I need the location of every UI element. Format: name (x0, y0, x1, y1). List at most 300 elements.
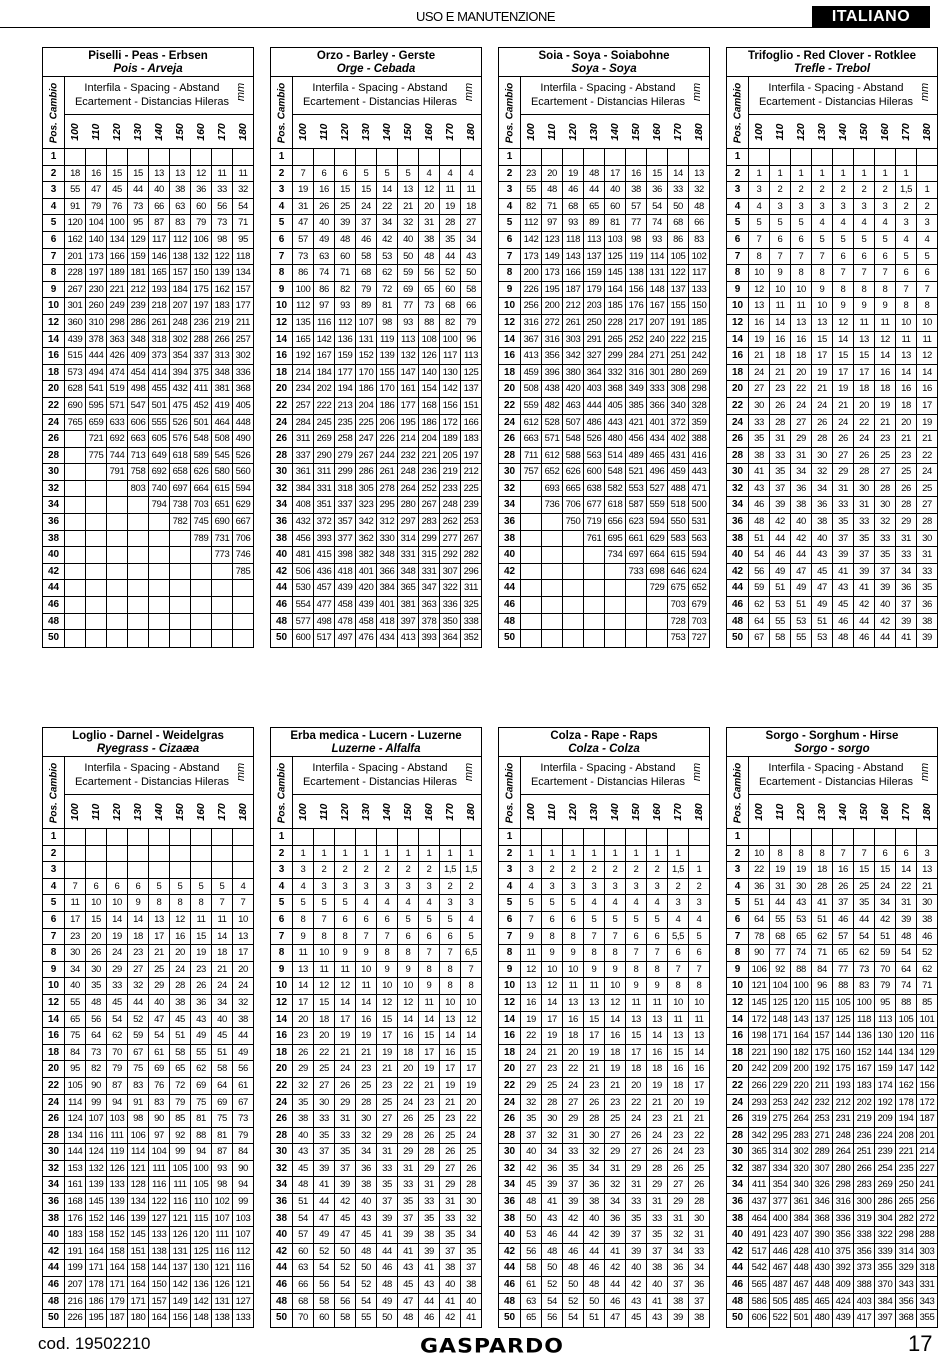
seed-rate-cell: 11 (238, 167, 248, 179)
seed-rate-cell: 192 (812, 1061, 833, 1077)
seed-rate-cell (584, 580, 605, 596)
seed-rate-cell: 4 (605, 895, 626, 911)
seed-rate-cell: 6 (875, 846, 896, 862)
table-row (727, 630, 937, 647)
seed-rate-cell (584, 149, 605, 165)
seed-rate-cell: 4 (377, 895, 398, 911)
seed-rate-cell: 46 (833, 912, 854, 928)
seed-rate-cell: 177 (235, 300, 251, 312)
seed-rate-cell: 78 (749, 929, 770, 945)
seed-rate-cell: 20 (293, 1012, 314, 1028)
seed-rate-cell (170, 597, 191, 613)
seed-rate-cell: 43 (293, 1144, 314, 1160)
seed-rate-cell: 31 (896, 531, 917, 547)
seed-rate-cell: 66 (466, 300, 476, 312)
crop-name: Colza - Rape - Raps (550, 730, 658, 742)
gear-position: 34 (43, 497, 65, 513)
seed-rate-cell: 62 (854, 945, 875, 961)
seed-rate-cell: 311 (464, 582, 478, 594)
seed-rate-cell (107, 862, 128, 878)
seed-rate-cell: 5 (191, 879, 212, 895)
seed-rate-cell: 95 (238, 233, 248, 245)
seed-rate-cell (542, 829, 563, 845)
seed-rate-cell: 74 (896, 978, 917, 994)
seed-rate-cell (191, 149, 212, 165)
table-row (499, 1244, 709, 1261)
seed-rate-cell: 168 (65, 1194, 86, 1210)
table-row (43, 1194, 253, 1211)
gear-position: 14 (727, 332, 749, 348)
seed-rate-cell: 22 (791, 381, 812, 397)
seed-rate-cell: 27 (749, 381, 770, 397)
gear-position: 1 (499, 149, 521, 165)
seed-rate-cell: 5 (170, 879, 191, 895)
seed-rate-cell: 396 (542, 365, 563, 381)
seed-rate-cell: 565 (749, 1277, 770, 1293)
seed-rate-cell: 23 (128, 945, 149, 961)
seed-rate-cell: 571 (107, 398, 128, 414)
seed-rate-cell: 47 (86, 182, 107, 198)
table-header (727, 77, 937, 149)
seed-rate-cell: 15 (107, 166, 128, 182)
seed-rate-cell (875, 149, 896, 165)
seed-rate-cell: 410 (812, 1244, 833, 1260)
seed-rate-cell: 43 (191, 1012, 212, 1028)
seed-rate-cell: 34 (377, 215, 398, 231)
table-row (271, 564, 481, 581)
seed-rate-cell: 40 (875, 597, 896, 613)
seed-rate-cell: 86 (314, 282, 335, 298)
seed-rate-cell (107, 597, 128, 613)
seed-rate-cell: 21 (875, 415, 896, 431)
seed-rate-cell: 298 (833, 1177, 854, 1193)
gear-position: 3 (499, 182, 521, 198)
seed-rate-cell: 103 (235, 1212, 251, 1224)
gear-position: 34 (43, 1177, 65, 1193)
seed-rate-cell: 94 (191, 1144, 212, 1160)
seed-rate-cell: 3 (770, 199, 791, 215)
seed-rate-cell: 4 (584, 895, 605, 911)
seed-rate-cell: 35 (854, 895, 875, 911)
seed-rate-cell: 401 (647, 415, 668, 431)
seed-rate-cell: 102 (212, 1194, 233, 1210)
seed-rate-cell: 19 (419, 1061, 440, 1077)
seed-rate-cell: 6 (896, 846, 917, 862)
table-row (727, 1128, 937, 1145)
seed-rate-cell: 161 (65, 1177, 86, 1193)
seed-rate-cell: 289 (812, 1144, 833, 1160)
seed-rate-cell: 41 (749, 464, 770, 480)
seed-rate-cell: 19 (770, 862, 791, 878)
seed-rate-cell: 147 (398, 365, 419, 381)
seed-rate-cell: 20 (854, 398, 875, 414)
seed-rate-cell: 50 (563, 1277, 584, 1293)
seed-rate-cell: 14 (356, 995, 377, 1011)
seed-rate-cell: 5 (875, 232, 896, 248)
seed-rate-cell: 125 (770, 995, 791, 1011)
seed-rate-cell: 35 (563, 1161, 584, 1177)
seed-rate-cell: 134 (65, 1128, 86, 1144)
seed-rate-cell (605, 597, 626, 613)
seed-rate-cell (107, 580, 128, 596)
seed-rate-cell: 211 (236, 316, 250, 328)
seed-rate-cell: 53 (521, 1227, 542, 1243)
seed-rate-cell: 1 (563, 846, 584, 862)
seed-rate-cell: 183 (854, 1078, 875, 1094)
table-row (271, 232, 481, 249)
gear-position: 20 (43, 1061, 65, 1077)
seed-rate-cell: 30 (922, 532, 932, 544)
gear-position: 42 (727, 1244, 749, 1260)
seed-rate-cell: 36 (584, 1177, 605, 1193)
seed-rate-cell: 44 (128, 182, 149, 198)
seed-rate-cell: 33 (377, 1161, 398, 1177)
gear-position: 14 (727, 1012, 749, 1028)
seed-rate-cell: 57 (293, 232, 314, 248)
seed-rate-cell: 54 (854, 929, 875, 945)
seed-rate-cell: 12 (833, 315, 854, 331)
seed-rate-cell: 46 (377, 1260, 398, 1276)
table-row (727, 431, 937, 448)
seed-rate-cell: 98 (212, 232, 233, 248)
table-row (499, 1028, 709, 1045)
gear-position: 5 (271, 215, 293, 231)
seed-rate-cell: 121 (749, 978, 770, 994)
seed-rate-cell: 38 (668, 1294, 689, 1310)
seed-rate-cell (563, 829, 584, 845)
gear-position: 4 (499, 879, 521, 895)
seed-rate-cell: 14 (212, 929, 233, 945)
seed-rate-cell: 298 (107, 315, 128, 331)
seed-rate-cell (770, 149, 791, 165)
seed-rate-cell: 116 (86, 1128, 107, 1144)
seed-rate-cell: 392 (833, 1260, 854, 1276)
seed-rate-cell: 219 (854, 1111, 875, 1127)
seed-rate-cell: 11 (419, 995, 440, 1011)
seed-rate-cell: 175 (812, 1045, 833, 1061)
seed-rate-cell: 6 (335, 166, 356, 182)
seed-rate-cell: 36 (922, 599, 932, 611)
seed-rate-cell: 92 (170, 1128, 191, 1144)
unit-label: mm (462, 762, 475, 782)
seed-rate-cell: 71 (542, 199, 563, 215)
spacing-column-header: 110 (546, 123, 559, 140)
seed-rate-cell: 1 (791, 166, 812, 182)
seed-rate-cell: 254 (875, 1161, 896, 1177)
seed-rate-cell: 84 (812, 962, 833, 978)
seed-rate-cell: 71 (238, 217, 248, 229)
seed-rate-cell (191, 862, 212, 878)
table-row (727, 1177, 937, 1194)
seed-rate-cell: 301 (647, 365, 668, 381)
seed-rate-cell: 4 (468, 913, 474, 925)
seed-rate-cell: 105 (833, 995, 854, 1011)
seed-rate-cell: 19 (647, 1078, 668, 1094)
seed-rate-cell: 15 (668, 1045, 689, 1061)
gear-position: 6 (271, 232, 293, 248)
seed-rate-cell: 184 (170, 282, 191, 298)
seed-rate-cell: 6 (128, 879, 149, 895)
seed-rate-cell: 586 (749, 1294, 770, 1310)
seed-rate-cell: 64 (212, 1078, 233, 1094)
gear-position: 2 (727, 166, 749, 182)
seed-rate-cell: 113 (398, 332, 419, 348)
seed-rate-cell: 137 (463, 383, 479, 395)
seed-rate-cell: 166 (107, 249, 128, 265)
seed-rate-cell: 11 (466, 184, 476, 196)
table-row (271, 630, 481, 647)
seed-rate-cell: 380 (563, 365, 584, 381)
seed-rate-cell: 7 (240, 897, 246, 909)
seed-rate-cell: 284 (626, 348, 647, 364)
seed-rate-cell: 202 (854, 1095, 875, 1111)
seed-rate-cell: 42 (521, 1161, 542, 1177)
spacing-column-header: 170 (671, 122, 684, 141)
seed-rate-cell: 251 (854, 1144, 875, 1160)
seed-rate-cell: 794 (149, 497, 170, 513)
seed-rate-cell: 38 (922, 913, 932, 925)
seed-rate-cell: 27 (626, 1144, 647, 1160)
spacing-column-header: 140 (609, 122, 621, 141)
seed-rate-cell: 27 (833, 448, 854, 464)
seed-rate-cell: 28 (854, 464, 875, 480)
seed-rate-cell: 573 (65, 365, 86, 381)
gear-position: 6 (727, 232, 749, 248)
spacing-column-header: 110 (90, 123, 103, 140)
seed-rate-cell: 43 (356, 1211, 377, 1227)
seed-rate-cell: 320 (791, 1161, 812, 1177)
seed-rate-cell: 122 (668, 265, 689, 281)
seed-rate-cell: 122 (149, 1194, 170, 1210)
table-row (727, 1078, 937, 1095)
table-row (43, 1277, 253, 1294)
seed-rate-cell: 152 (854, 1045, 875, 1061)
seed-rate-cell: 42 (791, 531, 812, 547)
seed-rate-cell: 21 (812, 381, 833, 397)
seed-rate-cell: 336 (440, 597, 461, 613)
table-row (271, 1260, 481, 1277)
seed-rate-cell: 299 (419, 531, 440, 547)
spacing-label: Interfila - Spacing - Abstand (768, 762, 904, 774)
seed-rate-cell (65, 531, 86, 547)
seed-rate-cell: 24 (647, 1128, 668, 1144)
seed-rate-cell: 207 (65, 1277, 86, 1293)
seed-rate-cell: 112 (293, 298, 314, 314)
seed-rate-cell (917, 829, 937, 845)
seed-rate-cell (626, 149, 647, 165)
seed-rate-cell: 139 (86, 1177, 107, 1193)
gear-position: 8 (271, 945, 293, 961)
seed-rate-cell: 750 (563, 514, 584, 530)
seed-rate-cell: 28 (170, 978, 191, 994)
seed-rate-cell: 398 (335, 547, 356, 563)
page-number: 17 (908, 1331, 933, 1356)
gear-position: 30 (499, 464, 521, 480)
seed-rate-cell: 40 (149, 182, 170, 198)
seed-rate-cell: 19 (833, 381, 854, 397)
seed-rate-cell: 31 (440, 1194, 461, 1210)
table-row (271, 215, 481, 232)
seed-rate-cell: 29 (563, 1111, 584, 1127)
seed-rate-cell: 39 (896, 614, 917, 630)
table-row (43, 1111, 253, 1128)
seed-rate-cell: 60 (314, 1310, 335, 1327)
gear-position: 4 (43, 879, 65, 895)
seed-rate-cell: 28 (875, 481, 896, 497)
seed-rate-cell: 139 (107, 1194, 128, 1210)
seed-rate-cell: 21 (335, 1045, 356, 1061)
seed-rate-cell: 9 (293, 929, 314, 945)
seed-rate-cell: 17 (922, 399, 932, 411)
seed-rate-cell: 34 (605, 1194, 626, 1210)
seed-rate-cell: 2 (605, 862, 626, 878)
seed-rate-cell: 38 (647, 1260, 668, 1276)
gear-position: 12 (727, 995, 749, 1011)
seed-rate-cell: 199 (65, 1260, 86, 1276)
seed-rate-cell: 692 (149, 464, 170, 480)
seed-rate-cell: 29 (419, 1161, 440, 1177)
seed-rate-cell: 24 (854, 431, 875, 447)
gear-position: 10 (271, 978, 293, 994)
seed-rate-cell (314, 149, 335, 165)
seed-rate-cell: 113 (875, 1012, 896, 1028)
seed-rate-cell: 7 (875, 265, 896, 281)
table-row (499, 464, 709, 481)
seed-rate-cell: 186 (86, 1294, 107, 1310)
seed-rate-cell: 61 (238, 1079, 248, 1091)
gear-position: 2 (499, 166, 521, 182)
seed-rate-cell: 30 (65, 945, 86, 961)
seed-rate-cell: 8 (335, 929, 356, 945)
seed-rate-cell: 11 (356, 978, 377, 994)
seed-rate-cell: 9 (419, 978, 440, 994)
gear-position: 9 (271, 962, 293, 978)
table-row (499, 547, 709, 564)
seed-rate-cell: 612 (542, 448, 563, 464)
seed-rate-cell: 4 (398, 895, 419, 911)
seed-rate-cell: 13 (694, 167, 704, 179)
gear-position: 24 (727, 415, 749, 431)
seed-rate-cell: 646 (668, 564, 689, 580)
seed-rate-cell: 456 (293, 531, 314, 547)
seed-rate-cell: 1 (770, 166, 791, 182)
seed-rate-cell: 271 (812, 1128, 833, 1144)
table-row (499, 1227, 709, 1244)
seed-rate-cell: 40 (647, 1277, 668, 1293)
seed-rate-cell: 137 (170, 1260, 191, 1276)
seed-rate-cell: 757 (521, 464, 542, 480)
seed-rate-cell: 26 (833, 879, 854, 895)
seed-rate-cell: 37 (335, 1161, 356, 1177)
seed-rate-cell: 33 (563, 1144, 584, 1160)
seed-rate-cell: 194 (335, 381, 356, 397)
seed-rate-cell: 176 (626, 298, 647, 314)
seed-rate-cell: 114 (65, 1095, 86, 1111)
spacing-column-header: 130 (360, 122, 373, 141)
seed-rate-cell: 37 (854, 547, 875, 563)
table-row (727, 199, 937, 216)
seed-rate-cell: 103 (107, 1111, 128, 1127)
seed-rate-cell: 5 (770, 215, 791, 231)
seed-rate-cell (191, 614, 212, 630)
seed-rate-cell: 95 (65, 1061, 86, 1077)
seed-rate-cell: 35 (626, 1211, 647, 1227)
seed-rate-cell: 36 (191, 182, 212, 198)
seed-rate-cell: 195 (542, 282, 563, 298)
seed-rate-cell: 322 (875, 1227, 896, 1243)
seed-rate-cell: 4 (668, 912, 689, 928)
seed-rate-cell: 41 (542, 1194, 563, 1210)
seed-rate-cell: 3 (812, 199, 833, 215)
seed-rate-cell: 203 (584, 298, 605, 314)
seed-rate-cell: 25 (605, 1111, 626, 1127)
seed-rate-cell: 54 (107, 1012, 128, 1028)
crop-name: Orzo - Barley - Gerste (316, 50, 436, 62)
seed-rate-cell: 14 (419, 1012, 440, 1028)
seed-rate-cell (668, 829, 689, 845)
spacing-column-header: 130 (360, 802, 373, 821)
seed-rate-cell: 26 (314, 199, 335, 215)
seed-rate-cell (212, 846, 233, 862)
seed-rate-cell: 21 (749, 348, 770, 364)
seed-rate-cell: 241 (919, 1179, 935, 1191)
spacing-column-header: 180 (920, 122, 933, 141)
seed-rate-cell: 19 (563, 166, 584, 182)
seed-rate-cell (563, 630, 584, 647)
seed-rate-cell (149, 514, 170, 530)
seed-rate-cell: 56 (419, 265, 440, 281)
seed-rate-cell: 2 (791, 182, 812, 198)
seed-rate-cell (128, 497, 149, 513)
seed-rate-cell: 28 (419, 1144, 440, 1160)
seed-rate-cell: 61 (149, 1045, 170, 1061)
spacing-column-header: 120 (111, 122, 124, 141)
seed-rate-cell: 250 (584, 315, 605, 331)
seed-rate-cell: 22 (749, 862, 770, 878)
seed-rate-cell: 30 (542, 1111, 563, 1127)
seed-rate-cell: 15 (466, 1046, 476, 1058)
spacing-column-header: 100 (69, 122, 82, 141)
seed-rate-cell: 12 (314, 978, 335, 994)
spacing-column-header: 160 (422, 802, 435, 821)
seed-rate-cell: 298 (691, 383, 707, 395)
seed-rate-cell: 393 (314, 531, 335, 547)
table-row (499, 614, 709, 631)
seed-rate-cell: 105 (668, 249, 689, 265)
gear-position: 1 (43, 829, 65, 845)
seed-rate-cell: 563 (691, 532, 707, 544)
table-row (499, 912, 709, 929)
gear-position: 28 (727, 448, 749, 464)
seed-rate-cell (521, 547, 542, 563)
seed-rate-cell: 457 (314, 580, 335, 596)
gear-position: 30 (271, 1144, 293, 1160)
seed-rate-cell: 98 (212, 1177, 233, 1193)
seed-rate-cell: 39 (563, 1194, 584, 1210)
table-row (727, 1111, 937, 1128)
seed-rate-cell (65, 514, 86, 530)
seed-rate-cell (605, 829, 626, 845)
seed-rate-cell: 283 (791, 1128, 812, 1144)
spacing-column-header: 100 (753, 122, 766, 141)
seed-rate-cell: 6 (791, 232, 812, 248)
table-row (499, 995, 709, 1012)
seed-table (726, 47, 938, 648)
seed-rate-cell: 39 (875, 580, 896, 596)
seed-rate-cell: 59 (398, 265, 419, 281)
seed-rate-cell: 99 (238, 1196, 248, 1208)
seed-rate-cell: 7 (770, 249, 791, 265)
